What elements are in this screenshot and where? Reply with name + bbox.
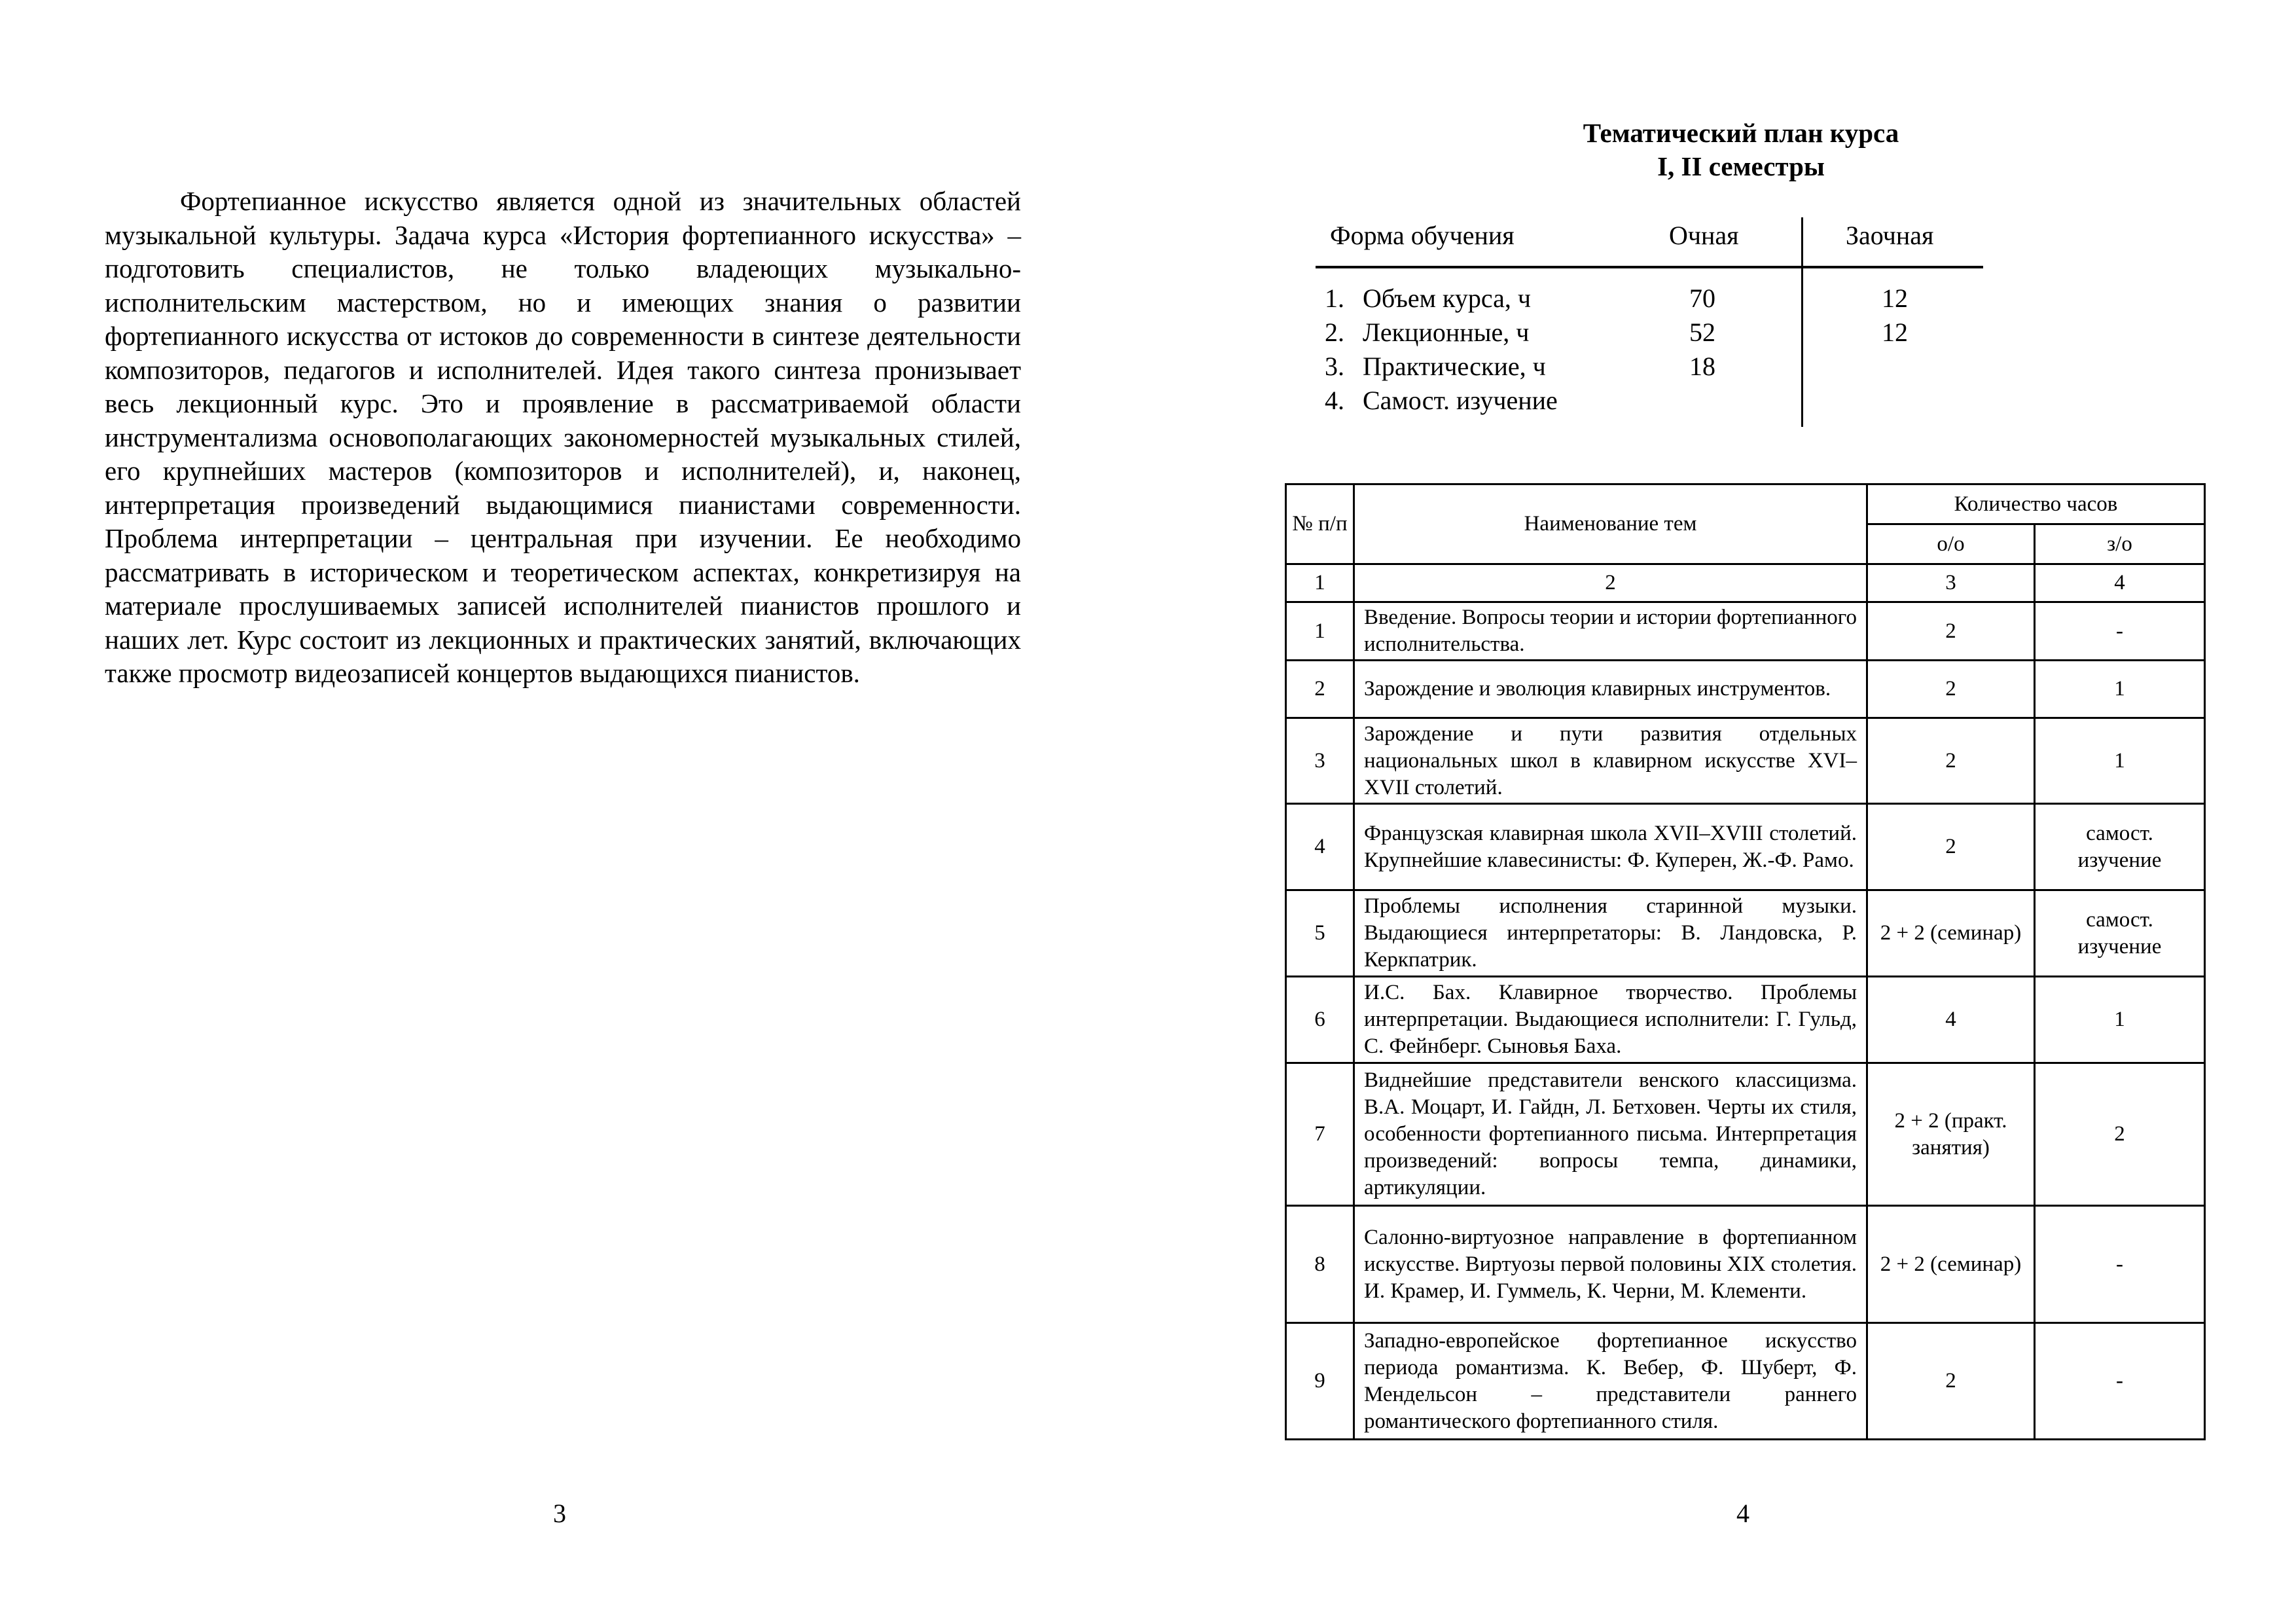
form-table-divider: [1316, 266, 1983, 268]
form-row-part-time: 12: [1882, 318, 1908, 347]
col-header-hours: Количество часов: [1867, 484, 2205, 524]
form-row-num: 4.: [1325, 386, 1344, 415]
topics-table: [1285, 483, 2206, 1440]
form-row-label: Объем курса, ч: [1363, 283, 1531, 313]
row-hours-zo: 1: [2035, 718, 2205, 804]
form-header: Форма обучения: [1330, 221, 1515, 250]
row-num: 4: [1286, 804, 1354, 890]
plan-title: Тематический план курса: [1583, 118, 1899, 148]
form-row-full-time: 18: [1689, 352, 1715, 381]
row-hours-zo: самост. изучение: [2035, 890, 2205, 977]
table-row: [1286, 804, 2205, 890]
row-hours-oo: 2 + 2 (семинар): [1867, 1206, 2035, 1323]
row-num: 2: [1286, 661, 1354, 718]
row-topic: Зарождение и эволюция клавирных инструментов.: [1354, 661, 1867, 718]
table-row: [1286, 1323, 2205, 1440]
full-time-header: Очная: [1669, 221, 1739, 250]
part-time-header: Заочная: [1846, 221, 1934, 250]
row-topic: Французская клавирная школа XVII–XVIII столетий. Крупнейшие клавесинисты: Ф. Куперен, Ж.-Ф. Рамо.: [1354, 804, 1867, 890]
row-hours-oo: 2: [1867, 661, 2035, 718]
form-of-study-table: [1316, 208, 1983, 418]
form-row: [1316, 283, 1983, 317]
form-row-num: 2.: [1325, 318, 1344, 347]
row-hours-oo: 2: [1867, 804, 2035, 890]
row-hours-oo: 2 + 2 (практ. занятия): [1867, 1063, 2035, 1206]
table-row: [1286, 1063, 2205, 1206]
row-num: 7: [1286, 1063, 1354, 1206]
row-hours-zo: -: [2035, 1206, 2205, 1323]
row-topic: Проблемы исполнения старинной музыки. Выдающиеся интерпретаторы: В. Ландовска, Р. Керкпатрик.: [1354, 890, 1867, 977]
form-row-label: Практические, ч: [1363, 352, 1546, 381]
plan-subtitle: I, II семестры: [1657, 151, 1825, 181]
row-topic: Введение. Вопросы теории и истории фортепианного исполнительства.: [1354, 602, 1867, 661]
intro-paragraph: Фортепианное искусство является одной из значительных областей музыкальной культуры. Задача курса «История фортепианного искусства» – подготовить специалистов, не только владеющих музыкально-исполнительским мастерством, но и имеющих знания о развитии фортепианного искусства от истоков до современности в синтезе деятельности композиторов, педагогов и исполнителей. Идея такого синтеза пронизывает весь лекционный курс. Это и проявление в рассматриваемой области инструментализма основополагающих закономерностей музыкальных стилей, его крупнейших мастеров (композиторов и исполнителей), и, наконец, интерпретация произведений выдающимися пианистами современности. Проблема интерпретации – центральная при изучении. Ее необходимо рассматривать в историческом и теоретическом аспектах, конкретизируя на материале прослушиваемых записей исполнителей пианистов прошлого и наших лет. Курс состоит из лекционных и практических занятий, включающих также просмотр видеозаписей концертов выдающихся пианистов.: [105, 186, 1021, 688]
page-number-left: 3: [553, 1499, 566, 1528]
row-topic: Зарождение и пути развития отдельных национальных школ в клавирном искусстве XVI–XVII столетий.: [1354, 718, 1867, 804]
row-hours-zo: -: [2035, 1323, 2205, 1440]
col-header-oo: о/о: [1867, 524, 2035, 564]
col-header-num: № п/п: [1286, 484, 1354, 564]
table-row: [1286, 602, 2205, 661]
form-row-label: Самост. изучение: [1363, 386, 1558, 415]
row-hours-zo: 2: [2035, 1063, 2205, 1206]
index-cell: 3: [1867, 564, 2035, 602]
row-num: 9: [1286, 1323, 1354, 1440]
table-row: [1286, 890, 2205, 977]
table-row: [1286, 718, 2205, 804]
index-cell: 1: [1286, 564, 1354, 602]
row-hours-zo: -: [2035, 602, 2205, 661]
row-topic: Виднейшие представители венского классицизма. В.А. Моцарт, И. Гайдн, Л. Бетховен. Черты их стиля, особенности фортепианного письма. Интерпретация произведений: вопросы темпа, динамики, артикуляции.: [1354, 1063, 1867, 1206]
row-hours-zo: самост. изучение: [2035, 804, 2205, 890]
form-row-full-time: 70: [1689, 283, 1715, 313]
row-num: 5: [1286, 890, 1354, 977]
form-row: [1316, 351, 1983, 385]
plan-heading: [1479, 117, 2003, 183]
form-row-label: Лекционные, ч: [1363, 318, 1530, 347]
form-row-num: 1.: [1325, 283, 1344, 313]
row-num: 6: [1286, 977, 1354, 1063]
row-topic: Западно-европейское фортепианное искусство периода романтизма. К. Вебер, Ф. Шуберт, Ф. Мендельсон – представители раннего романтического фортепианного стиля.: [1354, 1323, 1867, 1440]
form-row-full-time: 52: [1689, 318, 1715, 347]
form-row: [1316, 385, 1983, 419]
index-cell: 4: [2035, 564, 2205, 602]
page-number-right: 4: [1736, 1499, 1749, 1528]
row-hours-oo: 2: [1867, 718, 2035, 804]
form-row-num: 3.: [1325, 352, 1344, 381]
index-row: [1286, 564, 2205, 602]
col-header-zo: з/о: [2035, 524, 2205, 564]
table-row: [1286, 977, 2205, 1063]
row-hours-zo: 1: [2035, 661, 2205, 718]
row-num: 8: [1286, 1206, 1354, 1323]
row-num: 3: [1286, 718, 1354, 804]
row-hours-zo: 1: [2035, 977, 2205, 1063]
row-num: 1: [1286, 602, 1354, 661]
row-hours-oo: 2 + 2 (семинар): [1867, 890, 2035, 977]
form-row: [1316, 317, 1983, 351]
row-topic: Салонно-виртуозное направление в фортепианном искусстве. Виртуозы первой половины XIX столетия. И. Крамер, И. Гуммель, К. Черни, М. Клементи.: [1354, 1206, 1867, 1323]
row-hours-oo: 2: [1867, 602, 2035, 661]
form-row-part-time: 12: [1882, 283, 1908, 313]
table-row: [1286, 661, 2205, 718]
index-cell: 2: [1354, 564, 1867, 602]
row-hours-oo: 2: [1867, 1323, 2035, 1440]
row-hours-oo: 4: [1867, 977, 2035, 1063]
row-topic: И.С. Бах. Клавирное творчество. Проблемы интерпретации. Выдающиеся исполнители: Г. Гульд, С. Фейнберг. Сыновья Баха.: [1354, 977, 1867, 1063]
col-header-name: Наименование тем: [1354, 484, 1867, 564]
table-row: [1286, 1206, 2205, 1323]
